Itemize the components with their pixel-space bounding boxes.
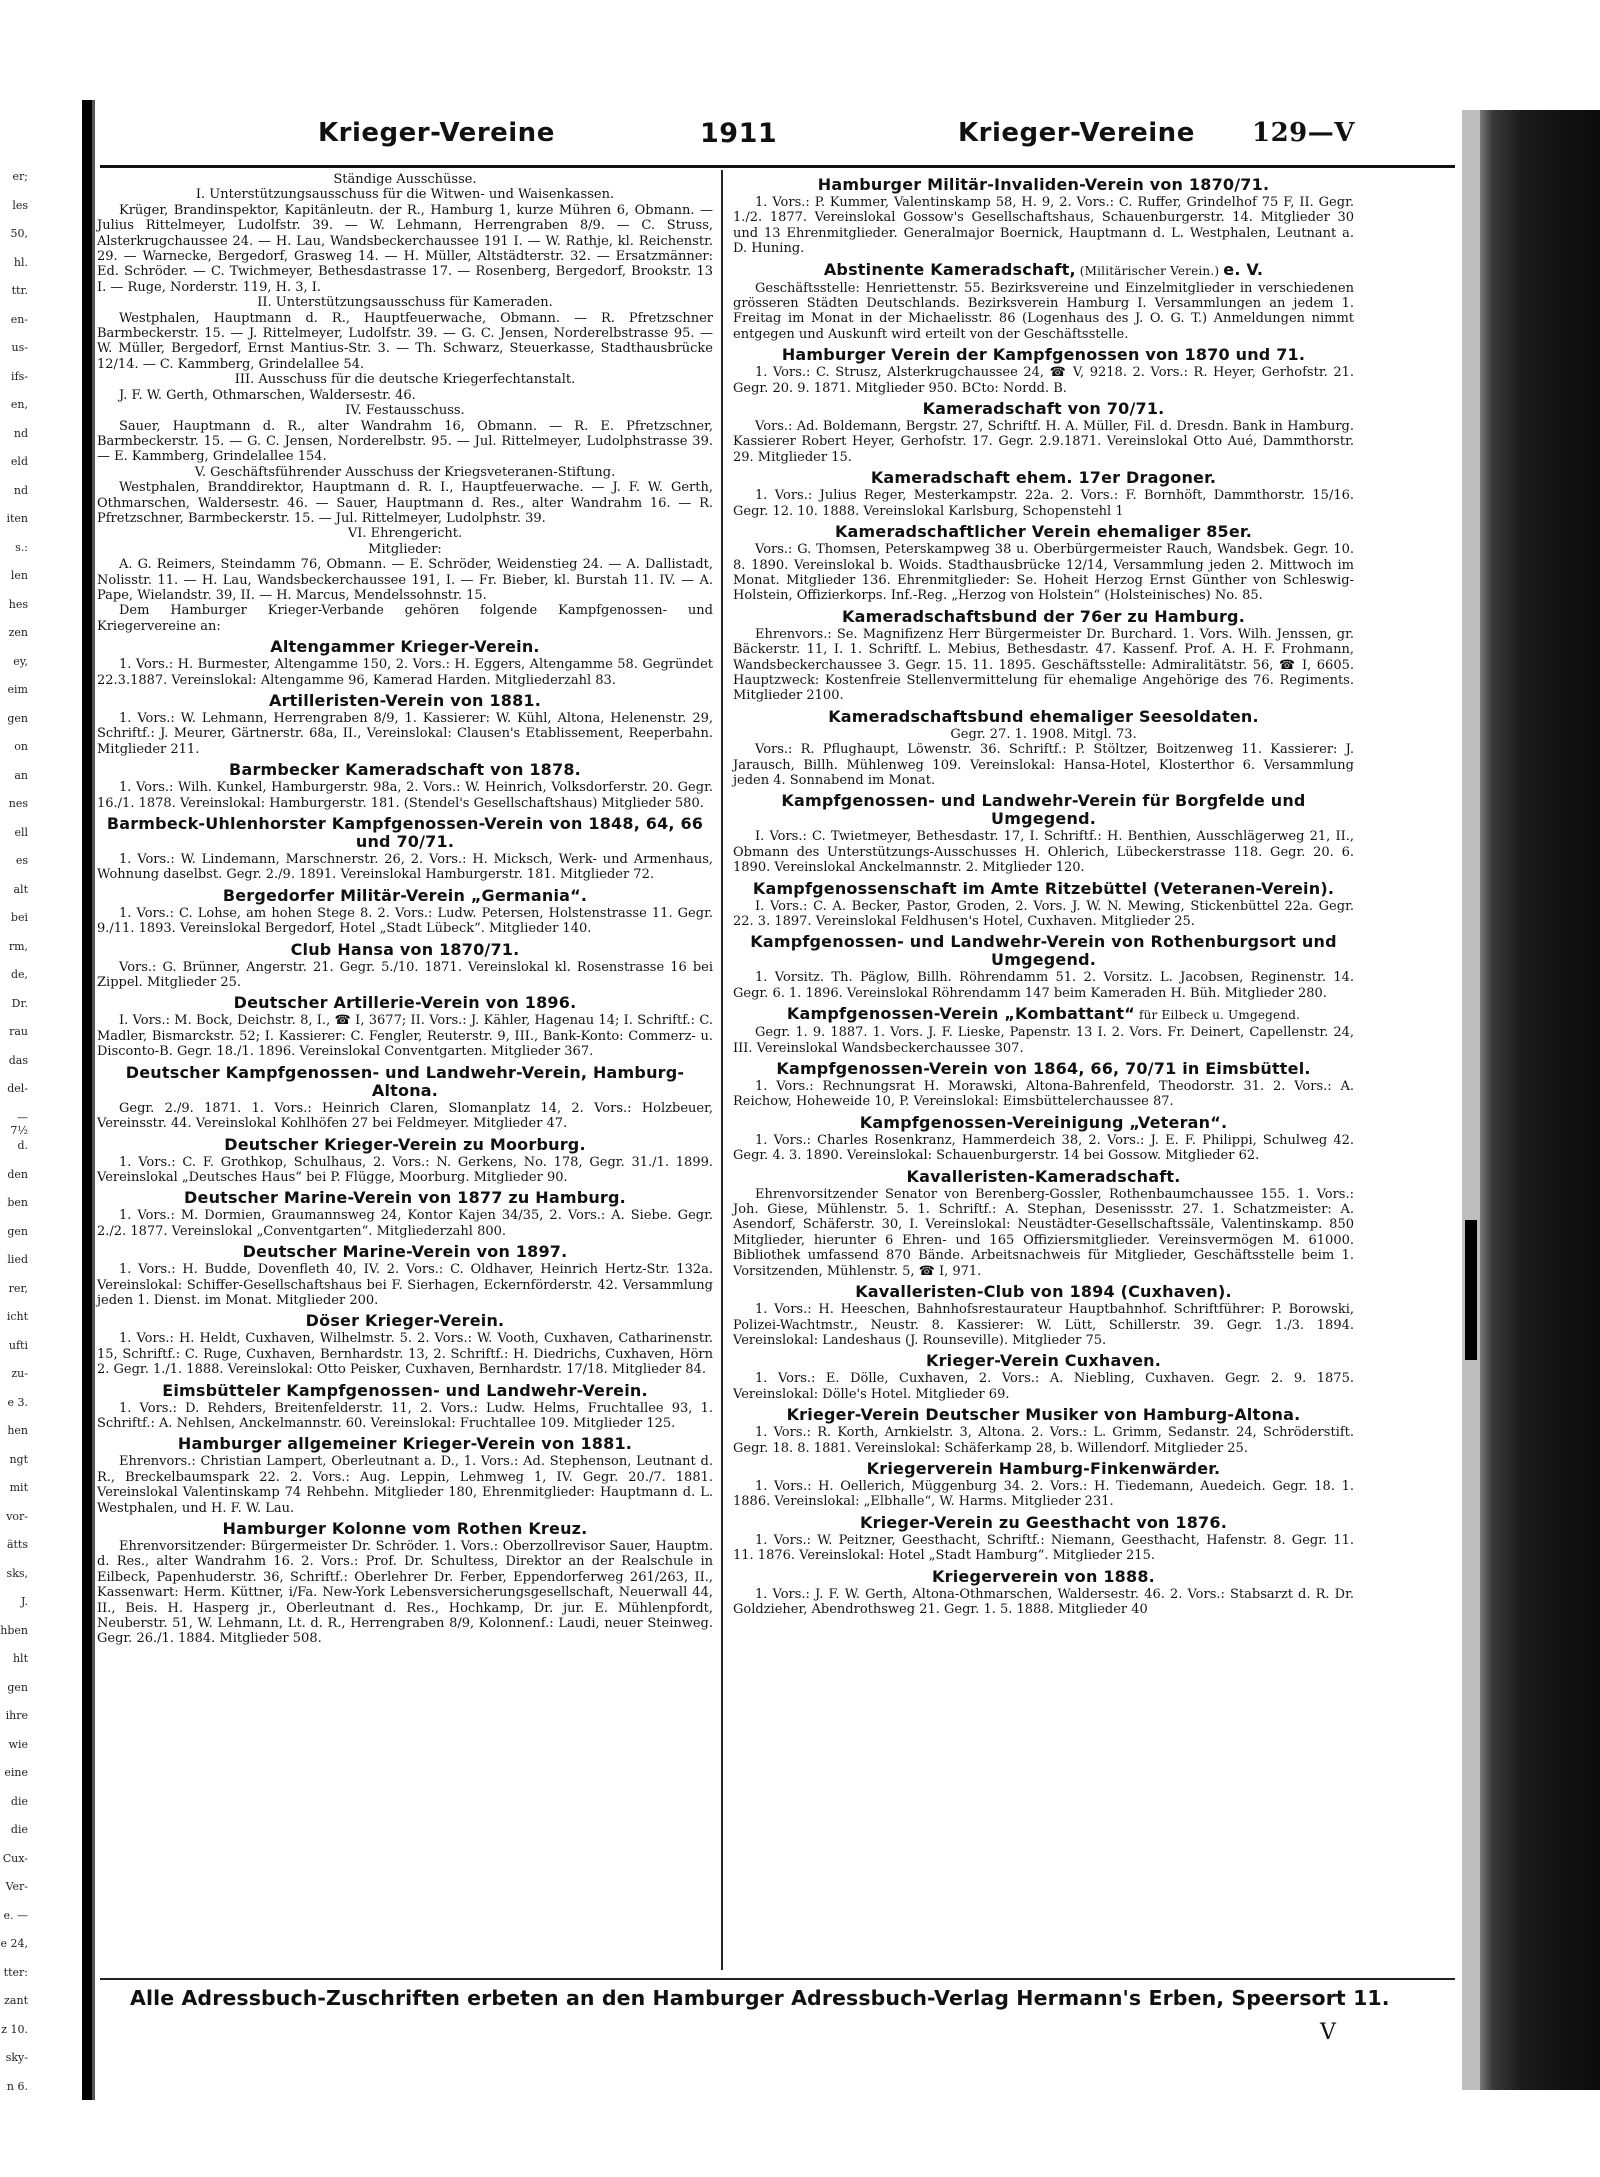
association-heading (95, 761, 715, 779)
entry-text: Ehrenvorsitzender Senator von Berenberg-Gossler, Rothenbaumchaussee 155. 1. Vors.: Joh. Giese, Mühlenstr. 5. 1. Schriftf.: A. Stephan, Desenissstr. 27. 1. Schatzmeister: A. Asendorf, Schäferstr. 30, I. Vereinslokal: Neustädter-Gesellschaftssäle, Valentinskamp. 850 Mitglieder, hierunter 6 Ehren- und 165 Offiziersmitglieder. Vereinsvermögen M. 61000. Bibliothek umfassend 870 Bände. Arbeitsnachweis für Mitglieder, Geschäftsstelle beim 1. Vorsitzenden, Mühlenstr. 5, ☎ I, 971. (733, 1186, 1354, 1279)
association-heading (95, 1189, 715, 1207)
header-year: 1911 (700, 118, 778, 149)
edge-fragment: s.: (15, 540, 28, 554)
entry-text: Dem Hamburger Krieger-Verbande gehören folgende Kampfgenossen- und Kriegervereine an: (97, 603, 713, 634)
scan-right-edge (1462, 110, 1600, 2090)
association-heading (95, 1243, 715, 1261)
association-name: Hamburger Verein der Kampfgenossen von 1870 und 71. (781, 345, 1306, 365)
association-heading (731, 1168, 1356, 1186)
entry-text: 1. Vors.: H. Heeschen, Bahnhofsrestaurateur Hauptbahnhof. Schriftführer: P. Borowski, Polizei-Wachtmstr., Neustr. 8. Kassierer: W. Lütt, Schillerstr. 39. Gegr. 1./3. 1894. Vereinslokal: Landeshaus (J. Rounseville). Mitglieder 75. (733, 1302, 1354, 1348)
association-name: Kampfgenossen-Verein „Kombattant“ (786, 1004, 1135, 1024)
association-name: Krieger-Verein zu Geesthacht von 1876. (860, 1512, 1227, 1532)
association-name: Kampfgenossen-Vereinigung „Veteran“. (859, 1112, 1228, 1132)
association-name: Kampfgenossen- und Landwehr-Verein von Rothenburgsort und Umgegend. (750, 932, 1337, 970)
association-heading (95, 1064, 715, 1100)
edge-fragment: ifs- (11, 369, 28, 383)
signature-letter: V (1320, 2020, 1336, 2045)
entry-text: Ehrenvorsitzender: Bürgermeister Dr. Schröder. 1. Vors.: Oberzollrevisor Sauer, Hauptm. d. Res., alter Wandrahm 16. 2. Vors.: Prof. Dr. Schultess, Direktor an der Realschule in Eilbeck, Papenhuderstr. 36, Schriftf.: Oberlehrer Dr. Ferber, Eppendorferweg 261/263, II., Kassenwart: Herm. Küttner, i/Fa. New-York Lebensversicherungsgesellschaft, Neuerwall 44, II., Beis. H. Hasperg jr., Oberleutnant d. Res., Hochkamp, Dr. jur. E. Mühlenpfordt, Neuberstr. 51, W. Lehmann, Lt. d. R., Herrengraben 8/9, Kolonnenf.: Laudi, neuer Steinweg. Gegr. 26./1. 1884. Mitglieder 508. (97, 1539, 713, 1647)
edge-fragment: on (14, 740, 28, 753)
edge-fragment: 50, (10, 227, 28, 240)
association-name: Deutscher Marine-Verein von 1877 zu Hamburg. (184, 1188, 626, 1208)
association-name: Deutscher Artillerie-Verein von 1896. (233, 993, 577, 1013)
association-heading (731, 1406, 1356, 1424)
right-column (731, 172, 1356, 1972)
edge-fragment: hes (8, 597, 28, 611)
association-name: Club Hansa von 1870/71. (290, 939, 520, 959)
edge-fragment: z 10. (1, 2022, 28, 2036)
association-heading (95, 941, 715, 959)
association-name: Abstinente Kameradschaft, (823, 259, 1076, 279)
association-name: Artilleristen-Verein von 1881. (268, 691, 542, 710)
edge-fragment: n 6. (6, 2079, 28, 2093)
edge-fragment: del- (7, 1082, 28, 1095)
edge-fragment: die (10, 1823, 28, 1836)
association-heading (731, 400, 1356, 418)
association-heading (731, 1005, 1356, 1024)
association-name: Bergedorfer Militär-Verein „Germania“. (222, 885, 588, 905)
edge-fragment: alt (13, 882, 28, 896)
edge-fragment: J. (20, 1595, 28, 1608)
edge-fragment: ngt (9, 1452, 28, 1466)
association-heading (95, 1520, 715, 1538)
edge-fragment: rau (9, 1025, 28, 1038)
edge-fragment: e. — (3, 1908, 28, 1922)
edge-fragment: hen (7, 1424, 28, 1437)
edge-fragment: er; (12, 170, 28, 183)
entry-text: 1. Vors.: H. Burmester, Altengamme 150, 2. Vors.: H. Eggers, Altengamme 58. Gegründet 22.3.1887. Vereinslokal: Altengamme 96, Kamerad Harden. Mitgliederzahl 83. (97, 657, 713, 688)
association-name: Altengammer Krieger-Verein. (270, 637, 540, 657)
edge-fragment: die (10, 1794, 28, 1808)
association-name: Kameradschaft ehem. 17er Dragoner. (870, 468, 1217, 488)
edge-fragment: gen (7, 1224, 28, 1238)
entry-text: 1. Vors.: Charles Rosenkranz, Hammerdeich 38, 2. Vors.: J. E. F. Philippi, Schulweg 42. Gegr. 4. 3. 1890. Vereinslokal: Schauenburgerstr. 14 bei Gossow. Mitglieder 62. (733, 1132, 1354, 1164)
entry-text: 1. Vors.: E. Dölle, Cuxhaven, 2. Vors.: A. Niebling, Cuxhaven. Gegr. 2. 9. 1875. Vereinslokal: Dölle's Hotel. Mitglieder 69. (733, 1371, 1354, 1402)
edge-fragment: en- (10, 312, 28, 326)
association-heading (95, 1435, 715, 1453)
edge-fragment: eine (4, 1766, 28, 1779)
edge-fragment: ätts (6, 1538, 28, 1551)
association-heading (731, 933, 1356, 969)
edge-fragment: Dr. (11, 996, 28, 1010)
association-name: Kavalleristen-Club von 1894 (Cuxhaven). (855, 1282, 1232, 1302)
entry-text: Ehrenvors.: Christian Lampert, Oberleutnant a. D., 1. Vors.: Ad. Stephenson, Leutnant d. R., Breckelbaumspark 22. 2. Vors.: Aug. Leppin, Lehmweg 1, IV. Gegr. 20./7. 1881. Vereinslokal Valentinskamp 74 Rehbehn. Mitglieder 180, Ehrenmitglieder: Hauptmann d. L. Westphalen, und H. F. W. Lau. (97, 1454, 713, 1516)
association-heading (731, 1060, 1356, 1078)
association-heading (95, 994, 715, 1012)
entry-text: 1. Vors.: Rechnungsrat H. Morawski, Altona-Bahrenfeld, Theodorstr. 31. 2. Vors.: A. Reichow, Hoheweide 10, P. Vereinslokal: Eimsbüttelerchaussee 87. (733, 1079, 1354, 1110)
section-caption: III. Ausschuss für die deutsche Kriegerfechtanstalt. (234, 372, 576, 388)
association-heading (95, 815, 715, 851)
edge-fragment: les (12, 198, 28, 212)
edge-fragment: gen (7, 711, 28, 725)
association-name: Eimsbütteler Kampfgenossen- und Landwehr-Verein. (162, 1380, 648, 1400)
edge-fragment: sky- (5, 2051, 28, 2064)
entry-text: I. Vors.: C. A. Becker, Pastor, Groden, 2. Vors. J. W. N. Mewing, Stickenbüttel 22a. Gegr. 22. 3. 1897. Vereinslokal Feldhusen's Hotel, Cuxhaven. Mitglieder 25. (733, 898, 1354, 929)
association-name: Kriegerverein von 1888. (932, 1566, 1155, 1586)
edge-fragment: das (8, 1053, 28, 1067)
section-caption: IV. Festausschuss. (345, 403, 465, 419)
left-column (95, 172, 715, 1972)
association-name: Barmbeck-Uhlenhorster Kampfgenossen-Verein von 1848, 64, 66 und 70/71. (106, 814, 704, 852)
association-name: Kameradschaftlicher Verein ehemaliger 85er. (834, 522, 1253, 542)
edge-fragment: ufti (8, 1338, 28, 1352)
thumb-index-tab (1465, 1220, 1477, 1360)
entry-text: 1. Vors.: W. Lindemann, Marschnerstr. 26, 2. Vors.: H. Micksch, Werk- und Armenhaus, Wohnung daselbst. Gegr. 2./9. 1891. Vereinslokal Hamburgerstr. 181. Mitglieder 72. (97, 852, 713, 883)
association-subtitle: (Militärischer Verein.) (1075, 263, 1224, 278)
association-heading (731, 880, 1356, 898)
edge-fragment: icht (6, 1310, 28, 1323)
edge-fragment: lied (7, 1253, 28, 1266)
edge-fragment: len (10, 569, 28, 582)
edge-fragment: nd (13, 483, 28, 497)
entry-text: Vors.: Ad. Boldemann, Bergstr. 27, Schriftf. H. A. Müller, Fil. d. Dresdn. Bank in Hamburg. Kassierer Robert Heyer, Gerhofstr. 17. Gegr. 2.9.1871. Vereinslokal Otto Aué, Dammthorstr. 29. Mitglieder 15. (733, 419, 1354, 465)
association-name: Krieger-Verein Cuxhaven. (925, 1351, 1162, 1371)
association-heading (731, 346, 1356, 364)
edge-fragment: vor- (6, 1509, 28, 1523)
section-caption: Gegr. 27. 1. 1908. Mitgl. 73. (950, 726, 1137, 742)
association-name: Kameradschaftsbund der 76er zu Hamburg. (842, 606, 1245, 626)
association-heading (731, 1283, 1356, 1301)
entry-text: 1. Vors.: P. Kummer, Valentinskamp 58, H. 9, 2. Vors.: C. Ruffer, Grindelhof 75 F, II. Gegr. 1./2. 1877. Vereinslokal Gossow's Gesellschaftshaus, Schauenburgerstr. 14. Mitglieder 30 und 13 Ehrenmitglieder. Generalmajor Boernick, Hauptmann d. L. Westphalen, Leutnant a. D. Huning. (733, 195, 1354, 257)
association-heading (731, 523, 1356, 541)
entry-text: Westphalen, Branddirektor, Hauptmann d. R. I., Hauptfeuerwache. — J. F. W. Gerth, Othmarschen, Waldersestr. 46. — Sauer, Hauptmann d. Res., alter Wandrahm 16. — R. Pfretzschner, Barmbeckerstr. 15. — Jul. Rittelmeyer, Ludolphstr. 39. (97, 480, 713, 526)
entry-text: 1. Vors.: H. Budde, Dovenfleth 40, IV. 2. Vors.: C. Oldhaver, Heinrich Hertz-Str. 132a. Vereinslokal: Schiffer-Gesellschaftshaus bei F. Sierhagen, Eckernförderstr. 42. Versammlung jeden 1. Dienst. im Monat. Mitglieder 200. (97, 1262, 713, 1308)
entry-text: I. Vors.: C. Twietmeyer, Bethesdastr. 17, I. Schriftf.: H. Benthien, Ausschlägerweg 21, II., Obmann des Unterstützungs-Ausschusses H. Ohlerich, Lübeckerstrasse 118. Gegr. 20. 6. 1890. Vereinslokal Anckelmannstr. 2. Mitglieder 120. (733, 829, 1354, 876)
association-heading (95, 1382, 715, 1400)
association-name: Kriegerverein Hamburg-Finkenwärder. (866, 1458, 1221, 1478)
edge-fragment: e 3. (7, 1395, 28, 1409)
entry-text: Vors.: G. Thomsen, Peterskampweg 38 u. Oberbürgermeister Rauch, Wandsbek. Gegr. 10. 8. 1890. Vereinslokal b. Woids. Stadthausbrücke 12/14, Versammlung jeden 2. Mittwoch im Monat. Mitglieder 136. Ehrenmitglieder: Se. Hoheit Herzog Ernst Günther von Schleswig-Holstein, Offizierkorps. Inf.-Reg. „Herzog von Holstein“ (Holsteinisches) No. 85. (733, 542, 1354, 604)
entry-text: 1. Vors.: R. Korth, Arnkielstr. 3, Altona. 2. Vors.: L. Grimm, Sedanstr. 24, Schröderstift. Gegr. 18. 8. 1881. Vereinslokal: Schäferkamp 28, b. Willendorf. Mitglieder 25. (733, 1425, 1354, 1456)
edge-fragment: hl. (13, 255, 28, 269)
column-divider (721, 170, 723, 1970)
entry-text: 1. Vorsitz. Th. Päglow, Billh. Röhrendamm 51. 2. Vorsitz. L. Jacobsen, Reginenstr. 14. Gegr. 6. 1. 1896. Vereinslokal Röhrendamm 147 beim Kameraden H. Büh. Mitglieder 280. (733, 970, 1354, 1001)
edge-fragment: e 24, (0, 1937, 28, 1950)
entry-text: I. Vors.: M. Bock, Deichstr. 8, I., ☎ I, 3677; II. Vors.: J. Kähler, Hagenau 14; I. Schriftf.: C. Madler, Bismarckstr. 52; I. Kassierer: C. Fengler, Reuterstr. 9, III., Bank-Konto: Commerz- u. Disconto-B. Gegr. 18./1. 1896. Vereinslokal Conventgarten. Mitglieder 367. (97, 1013, 713, 1060)
edge-fragment: ihre (5, 1709, 28, 1722)
edge-fragment: zen (8, 626, 28, 639)
entry-text: J. F. W. Gerth, Othmarschen, Waldersestr. 46. (119, 387, 416, 403)
entry-text: A. G. Reimers, Steindamm 76, Obmann. — E. Schröder, Weidenstieg 24. — A. Dallistadt, Nolisstr. 11. — H. Lau, Wandsbeckerchaussee 191, I. — Fr. Bieber, kl. Burstah 11. IV. — A. Pape, Wielandstr. 39, II. — H. Marcus, Mendelssohnstr. 15. (97, 557, 713, 603)
edge-fragment: ttr. (11, 284, 28, 297)
association-name: Kavalleristen-Kameradschaft. (906, 1166, 1181, 1186)
association-heading (95, 638, 715, 656)
entry-text: 1. Vors.: M. Dormien, Graumannsweg 24, Kontor Kajen 34/35, 2. Vors.: A. Siebe. Gegr. 2./2. 1877. Vereinslokal „Conventgarten“. Mitgliederzahl 800. (97, 1208, 713, 1239)
association-heading (731, 1514, 1356, 1532)
entry-text: Westphalen, Hauptmann d. R., Hauptfeuerwache, Obmann. — R. Pfretzschner Barmbeckerstr. 15. — J. Rittelmeyer, Ludolfstr. 39. — G. C. Jensen, Norderelbstrasse 95. — W. Müller, Bergedorf, Ernst Mantius-Str. 3. — Th. Schwarz, Steuerkasse, Stadthausbrücke 12/14. — C. Kammberg, Grindelallee 54. (97, 310, 713, 372)
edge-fragment: rer, (8, 1281, 28, 1295)
binding-shadow (82, 100, 92, 2100)
edge-fragment: eld (10, 455, 28, 468)
edge-fragment: zu- (11, 1367, 28, 1380)
entry-text: Krüger, Brandinspektor, Kapitänleutn. der R., Hamburg 1, kurze Mühren 6, Obmann. — Julius Rittelmeyer, Ludolfstr. 39. — W. Lehmann, Herrengraben 8/9. — C. Struss, Alsterkrugchaussee 24. — H. Lau, Wandsbeckerchaussee 191 I. — W. Rathje, kl. Reichenstr. 29. — Warnecke, Bergedorf, Grasweg 14. — H. Müller, Altstädterstr. 32. — Ersatzmänner: Ed. Schröder. — C. Twichmeyer, Bethesdastrasse 17. — Rosenberg, Bergedorf, Brookstr. 13 I. — Ruge, Norderstr. 119, H. 3, I. (97, 202, 713, 295)
edge-fragment: an (14, 768, 28, 782)
edge-fragment: iten (6, 512, 28, 525)
association-heading (95, 1312, 715, 1330)
entry-text: 1. Vors.: C. Lohse, am hohen Stege 8. 2. Vors.: Ludw. Petersen, Holstenstrasse 11. Gegr. 9./11. 1893. Vereinslokal Bergedorf, Hotel „Stadt Lübeck“. Mitglieder 140. (97, 905, 713, 937)
association-name: Deutscher Krieger-Verein zu Moorburg. (224, 1134, 586, 1154)
entry-text: 1. Vors.: C. Strusz, Alsterkrugchaussee 24, ☎ V, 9218. 2. Vors.: R. Heyer, Gerhofstr. 21. Gegr. 20. 9. 1871. Mitglieder 950. BCto: Nordd. B. (733, 365, 1354, 396)
association-name: Kampfgenossen-Verein von 1864, 66, 70/71 in Eimsbüttel. (776, 1059, 1311, 1079)
header-left-title: Krieger-Vereine (318, 118, 555, 148)
edge-fragment: nd (13, 426, 28, 440)
entry-text: 1. Vors.: Julius Reger, Mesterkampstr. 22a. 2. Vors.: F. Bornhöft, Dammthorstr. 15/16. Gegr. 12. 10. 1888. Vereinslokal Karlsburg, Schopenstehl 1 (733, 488, 1354, 519)
entry-text: Vors.: G. Brünner, Angerstr. 21. Gegr. 5./10. 1871. Vereinslokal kl. Rosenstrasse 16 bei Zippel. Mitglieder 25. (97, 959, 713, 991)
edge-fragment: gen (7, 1680, 28, 1694)
association-name: Krieger-Verein Deutscher Musiker von Hamburg-Altona. (786, 1405, 1301, 1425)
edge-fragment: rm, (8, 939, 28, 953)
entry-text: Vors.: R. Pflughaupt, Löwenstr. 36. Schriftf.: P. Stöltzer, Boitzenweg 11. Kassierer: J. Jarausch, Billh. Mühlenweg 109. Vereinslokal: Hansa-Hotel, Klosterthor 6. Versammlung jeden 4. Sonnabend im Monat. (733, 742, 1354, 788)
edge-fragment: Cux- (2, 1851, 28, 1865)
section-caption: VI. Ehrengericht. (347, 526, 463, 542)
section-caption: I. Unterstützungsausschuss für die Witwen- und Waisenkassen. (195, 187, 615, 203)
association-name: Kameradschaft von 70/71. (922, 399, 1165, 419)
association-name: Deutscher Marine-Verein von 1897. (242, 1242, 568, 1262)
edge-fragment: hben (0, 1623, 28, 1637)
association-heading (95, 887, 715, 905)
association-name: Döser Krieger-Verein. (305, 1311, 505, 1331)
association-heading (731, 1460, 1356, 1478)
entry-text: 1. Vors.: D. Rehders, Breitenfelderstr. 11, 2. Vors.: Ludw. Helms, Fruchtallee 93, 1. Schriftf.: A. Nehlsen, Anckelmannstr. 60. Vereinslokal: Fruchtallee 109. Mitglieder 125. (97, 1400, 713, 1431)
association-name: Kampfgenossenschaft im Amte Ritzebüttel (Veteranen-Verein). (752, 878, 1335, 898)
association-heading (731, 261, 1356, 280)
entry-text: Ehrenvors.: Se. Magnifizenz Herr Bürgermeister Dr. Burchard. 1. Vors. Wilh. Jenssen, gr. Bäckerstr. 11, I. 1. Schriftf. L. Mebius, Bethesdastr. 47. Kassenf. Prof. A. H. F. Frohmann, Wandsbeckerchaussee 3. Gegr. 15. 11. 1895. Geschäftsstelle: Admiralitätstr. 56, ☎ I, 6605. Hauptzweck: Kostenfreie Stellenvermittelung für ehemalige Angehörige des 76. Regiments. Mitglieder 2100. (733, 626, 1354, 704)
edge-fragment: hlt (12, 1652, 28, 1665)
page-header (100, 108, 1450, 158)
association-heading (731, 176, 1356, 194)
edge-fragment: Ver- (5, 1880, 28, 1893)
edge-fragment: d. (17, 1139, 28, 1152)
edge-fragment: ben (7, 1196, 28, 1209)
edge-fragment: den (7, 1167, 28, 1181)
association-heading (731, 1114, 1356, 1132)
edge-fragment: de, (10, 968, 28, 981)
edge-fragment: bei (10, 911, 28, 924)
edge-fragment: sks, (6, 1566, 28, 1580)
entry-text: 1. Vors.: C. F. Grothkop, Schulhaus, 2. Vors.: N. Gerkens, No. 178, Gegr. 31./1. 1899. Vereinslokal „Deutsches Haus“ bei P. Flügge, Moorburg. Mitglieder 90. (97, 1154, 713, 1185)
association-name: Hamburger Kolonne vom Rothen Kreuz. (222, 1519, 588, 1538)
entry-text: 1. Vors.: W. Peitzner, Geesthacht, Schriftf.: Niemann, Geesthacht, Hafenstr. 8. Gegr. 11. 11. 1876. Vereinslokal: Hotel „Stadt Hamburg“. Mitglieder 215. (733, 1532, 1354, 1564)
entry-text: 1. Vors.: H. Oellerich, Müggenburg 34. 2. Vors.: H. Tiedemann, Auedeich. Gegr. 18. 1. 1886. Vereinslokal: „Elbhalle“, W. Harms. Mitglieder 231. (733, 1478, 1354, 1510)
association-heading (731, 608, 1356, 626)
header-right-title: Krieger-Vereine (958, 118, 1195, 148)
association-heading (731, 708, 1356, 726)
association-heading (95, 692, 715, 710)
association-name: Kameradschaftsbund ehemaliger Seesoldaten. (828, 706, 1259, 726)
previous-page-edge (0, 100, 82, 2100)
entry-text: Geschäftsstelle: Henriettenstr. 55. Bezirksvereine und Einzelmitglieder in verschiedenen grösseren Städten Deutschlands. Bezirksverein Hamburg I. Versammlungen an jedem 1. Freitag im Monat in der Michaelisstr. 86 (Logenhaus des J. O. G. T.) Anmeldungen nimmt entgegen und Auskunft wird erteilt von der Geschäftsstelle. (733, 280, 1354, 342)
entry-text: Sauer, Hauptmann d. R., alter Wandrahm 16, Obmann. — R. E. Pfretzschner, Barmbeckerstr. 15. — G. C. Jensen, Norderelbstr. 95. — Jul. Rittelmeyer, Ludolphstrasse 39. — E. Kammberg, Grindelallee 154. (97, 418, 713, 465)
header-rule (100, 165, 1455, 168)
section-caption: Mitglieder: (368, 541, 442, 557)
edge-fragment: es (15, 854, 28, 867)
entry-text: 1. Vors.: W. Lehmann, Herrengraben 8/9, 1. Kassierer: W. Kühl, Altona, Helenenstr. 29, Schriftf.: J. Meurer, Gärtnerstr. 68a, II., Vereinslokal: Clausen's Etablissement, Reeperbahn. Mitglieder 211. (97, 711, 713, 757)
edge-fragment: zant (4, 1994, 28, 2007)
entry-text: 1. Vors.: J. F. W. Gerth, Altona-Othmarschen, Waldersestr. 46. 2. Vors.: Stabsarzt d. R. Dr. Goldzieher, Abendrothsweg 21. Gegr. 1. 5. 1888. Mitglieder 40 (733, 1586, 1354, 1617)
edge-fragment: en, (10, 398, 28, 411)
entry-text: Gegr. 1. 9. 1887. 1. Vors. J. F. Lieske, Papenstr. 13 I. 2. Vors. Fr. Deinert, Capellenstr. 24, III. Vereinslokal Wandsbeckerchaussee 307. (733, 1025, 1354, 1056)
edge-fragment: mit (9, 1481, 28, 1494)
edge-fragment: us- (11, 341, 28, 354)
association-heading (731, 1352, 1356, 1370)
section-caption: V. Geschäftsführender Ausschuss der Kriegsveteranen-Stiftung. (194, 464, 616, 480)
association-suffix: e. V. (1223, 259, 1264, 279)
association-name: Hamburger Militär-Invaliden-Verein von 1870/71. (817, 175, 1270, 194)
edge-fragment: ey, (13, 654, 28, 668)
footer-rule (100, 1978, 1455, 1980)
edge-fragment: —7½ (10, 1110, 28, 1137)
header-page-number: 129—V (1252, 118, 1355, 148)
association-name: Hamburger allgemeiner Krieger-Verein von 1881. (177, 1434, 633, 1454)
association-heading (95, 1136, 715, 1154)
association-name: Kampfgenossen- und Landwehr-Verein für Borgfelde und Umgegend. (781, 791, 1306, 829)
edge-fragment: tter: (3, 1965, 28, 1979)
entry-text: 1. Vors.: H. Heldt, Cuxhaven, Wilhelmstr. 5. 2. Vors.: W. Vooth, Cuxhaven, Catharinenstr. 15, Schriftf.: C. Ruge, Cuxhaven, Bernhardstr. 13, 2. Schriftf.: H. Diedrichs, Cuxhaven, Hörn 2. Gegr. 1./1. 1888. Vereinslokal: Otto Peisker, Cuxhaven, Bernhardstr. 17/18. Mitglieder 84. (97, 1331, 713, 1378)
association-heading (731, 1568, 1356, 1586)
section-caption: Ständige Ausschüsse. (333, 172, 477, 187)
association-name: Barmbecker Kameradschaft von 1878. (229, 760, 581, 780)
section-caption: II. Unterstützungsausschuss für Kameraden. (257, 295, 553, 311)
edge-fragment: eim (7, 683, 28, 696)
association-heading (731, 469, 1356, 487)
edge-fragment: wie (8, 1737, 28, 1751)
entry-text: 1. Vors.: Wilh. Kunkel, Hamburgerstr. 98a, 2. Vors.: W. Heinrich, Volksdorferstr. 20. Gegr. 16./1. 1878. Vereinslokal: Hamburgerstr. 181. (Stendel's Gesellschaftshaus) Mitglieder 580. (97, 780, 713, 811)
edge-fragment: nes (8, 797, 28, 810)
association-subtitle: für Eilbeck u. Umgegend. (1134, 1008, 1301, 1023)
edge-fragment: ell (14, 825, 28, 839)
entry-text: Gegr. 2./9. 1871. 1. Vors.: Heinrich Claren, Slomanplatz 14, 2. Vors.: Holzbeuer, Vereinsstr. 44. Vereinslokal Kohlhöfen 27 bei Feldmeyer. Mitglieder 47. (97, 1100, 713, 1132)
publisher-footer: Alle Adressbuch-Zuschriften erbeten an den Hamburger Adressbuch-Verlag Hermann's Erben, Speersort 11. (130, 1986, 1390, 2010)
association-heading (731, 792, 1356, 828)
association-name: Deutscher Kampfgenossen- und Landwehr-Verein, Hamburg-Altona. (125, 1062, 685, 1100)
